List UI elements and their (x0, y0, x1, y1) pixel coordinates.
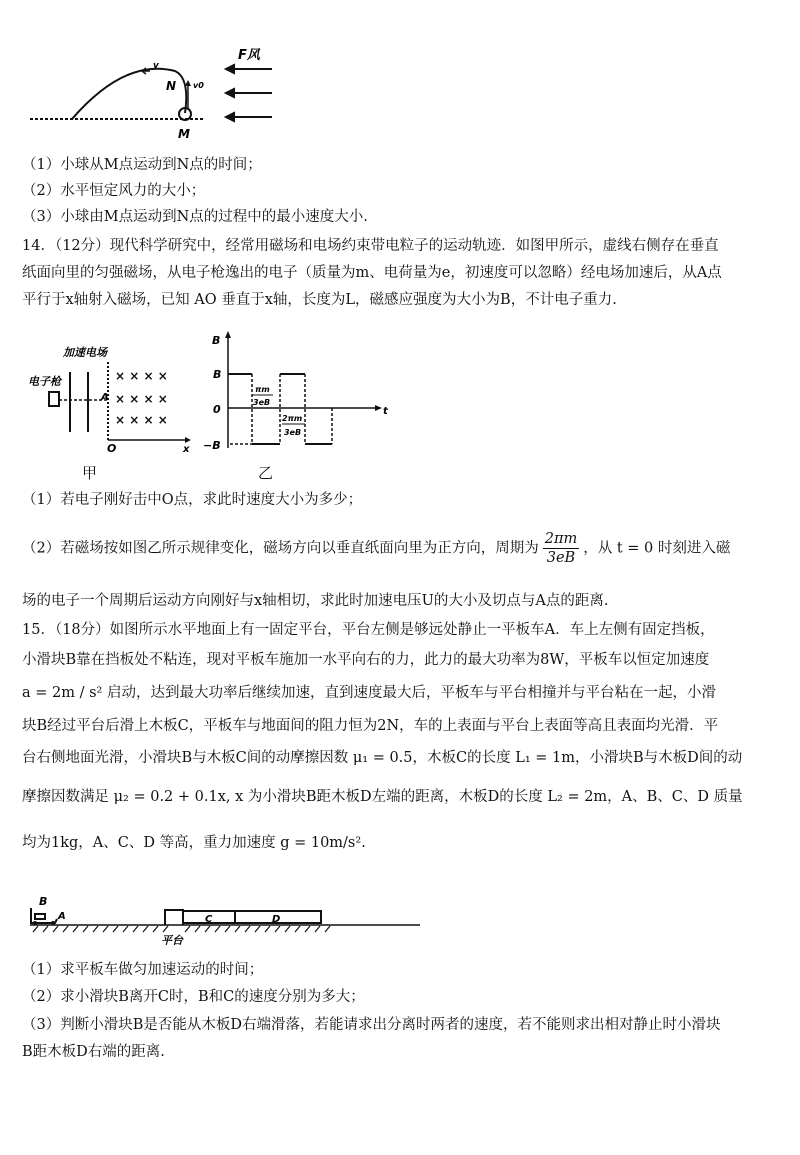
q15-part-3-cont: B距木板D右端的距离. (22, 1044, 165, 1060)
q14-figure-jia (25, 330, 205, 455)
y-axis-label: B (212, 334, 221, 347)
q14-stem-2: 纸面向里的匀强磁场，从电子枪逸出的电子（质量为m、电荷量为e，初速度可以忽略）经电场加速后，从A点 (22, 265, 722, 281)
q14-figure-yi (200, 326, 390, 451)
q15-part-3: （3）判断小滑块B是否能从木板D右端滑落，若能请求出分离时两者的速度，若不能则求出相对静止时小滑块 (22, 1017, 721, 1033)
x-axis-label: x (183, 444, 190, 455)
q14-part-2-text-b: ，从 t = 0 时刻进入磁 (583, 540, 731, 557)
point-m: M (178, 127, 190, 141)
t1-denominator: 3eB (253, 398, 271, 407)
q15-stem-3: a = 2m / s² 启动，达到最大功率后继续加速，直到速度最大后，平板车与平台相撞并与平台粘在一起，小滑 (22, 685, 716, 701)
v-label: v (153, 61, 159, 71)
period-numerator: 2πm (544, 531, 578, 547)
caption-jia: 甲 (82, 464, 98, 482)
q13-part-2: （2）水平恒定风力的大小； (22, 183, 206, 199)
q15-stem-5: 台右侧地面光滑，小滑块B与木板C间的动摩擦因数 μ₁ = 0.5，木板C的长度 L₁ = 1m，小滑块B与木板D间的动 (22, 750, 743, 766)
point-a: A (101, 392, 109, 403)
period-fraction (543, 530, 580, 567)
svg-text:× × × ×: × × × × (115, 392, 168, 406)
t-axis-label: t (383, 406, 388, 417)
b-neg-tick: −B (203, 439, 221, 452)
accel-field-label: 加速电场 (63, 346, 107, 359)
caption-yi: 乙 (258, 464, 274, 482)
q14-stem-3: 平行于x轴射入磁场，已知 AO 垂直于x轴，长度为L，磁感应强度为大小为B，不计电子重力. (22, 292, 617, 308)
t2-numerator: 2πm (282, 414, 303, 423)
platform-label: 平台 (161, 934, 183, 947)
q15-stem-6: 摩擦因数满足 μ₂ = 0.2 + 0.1x, x 为小滑块B距木板D左端的距离，木板D的长度 L₂ = 2m，A、B、C、D 质量 (22, 789, 743, 805)
q15-part-1: （1）求平板车做匀加速运动的时间； (22, 962, 264, 978)
b-pos-tick: B (213, 368, 222, 381)
period-denominator: 3eB (546, 550, 576, 566)
board-d-label: D (272, 914, 281, 925)
q15-stem-4: 块B经过平台后滑上木板C，平板车与地面间的阻力恒为2N，车的上表面与平台上表面等高且表面均光滑．平 (22, 718, 719, 734)
q13-part-1: （1）小球从M点运动到N点的时间； (22, 157, 262, 173)
q14-stem-1: 14．（12分）现代科学研究中，经常用磁场和电场约束带电粒子的运动轨迹．如图甲所示，虚线右侧存在垂直 (22, 238, 719, 254)
cart-a-label: A (58, 911, 66, 922)
electron-gun-label: 电子枪 (28, 375, 61, 388)
q14-part-1: （1）若电子刚好击中O点，求此时速度大小为多少； (22, 492, 363, 508)
t2-denominator: 3eB (284, 428, 302, 437)
q15-part-2: （2）求小滑块B离开C时，B和C的速度分别为多大； (22, 989, 365, 1005)
block-b-label: B (39, 895, 48, 908)
q15-figure (25, 888, 425, 950)
q15-stem-7: 均为1kg，A、C、D 等高，重力加速度 g = 10m/s². (22, 835, 366, 851)
q15-stem-2: 小滑块B靠在挡板处不粘连，现对平板车施加一水平向右的力，此力的最大功率为8W，平板车以恒定加速度 (22, 652, 710, 668)
q15-stem-1: 15．（18分）如图所示水平地面上有一固定平台，平台左侧是够远处静止一平板车A．车上左侧有固定挡板， (22, 622, 715, 638)
q14-part-2-cont: 场的电子一个周期后运动方向刚好与x轴相切，求此时加速电压U的大小及切点与A点的距离. (22, 593, 609, 609)
wind-force-label: F风 (238, 48, 260, 63)
t1-numerator: πm (255, 385, 270, 394)
board-c-label: C (205, 914, 213, 925)
wind-arrows (222, 45, 282, 125)
q13-part-3: （3）小球由M点运动到N点的过程中的最小速度大小. (22, 209, 368, 225)
origin-o: O (107, 442, 117, 455)
q14-part-2 (22, 530, 730, 567)
q14-part-2-text-a: （2）若磁场按如图乙所示规律变化，磁场方向以垂直纸面向里为正方向，周期为 (22, 540, 539, 557)
svg-text:× × × ×: × × × × (115, 413, 168, 427)
svg-text:× × × ×: × × × × (115, 369, 168, 383)
zero-tick: 0 (213, 403, 221, 416)
v0-label: v0 (193, 81, 204, 90)
point-n: N (166, 79, 177, 93)
